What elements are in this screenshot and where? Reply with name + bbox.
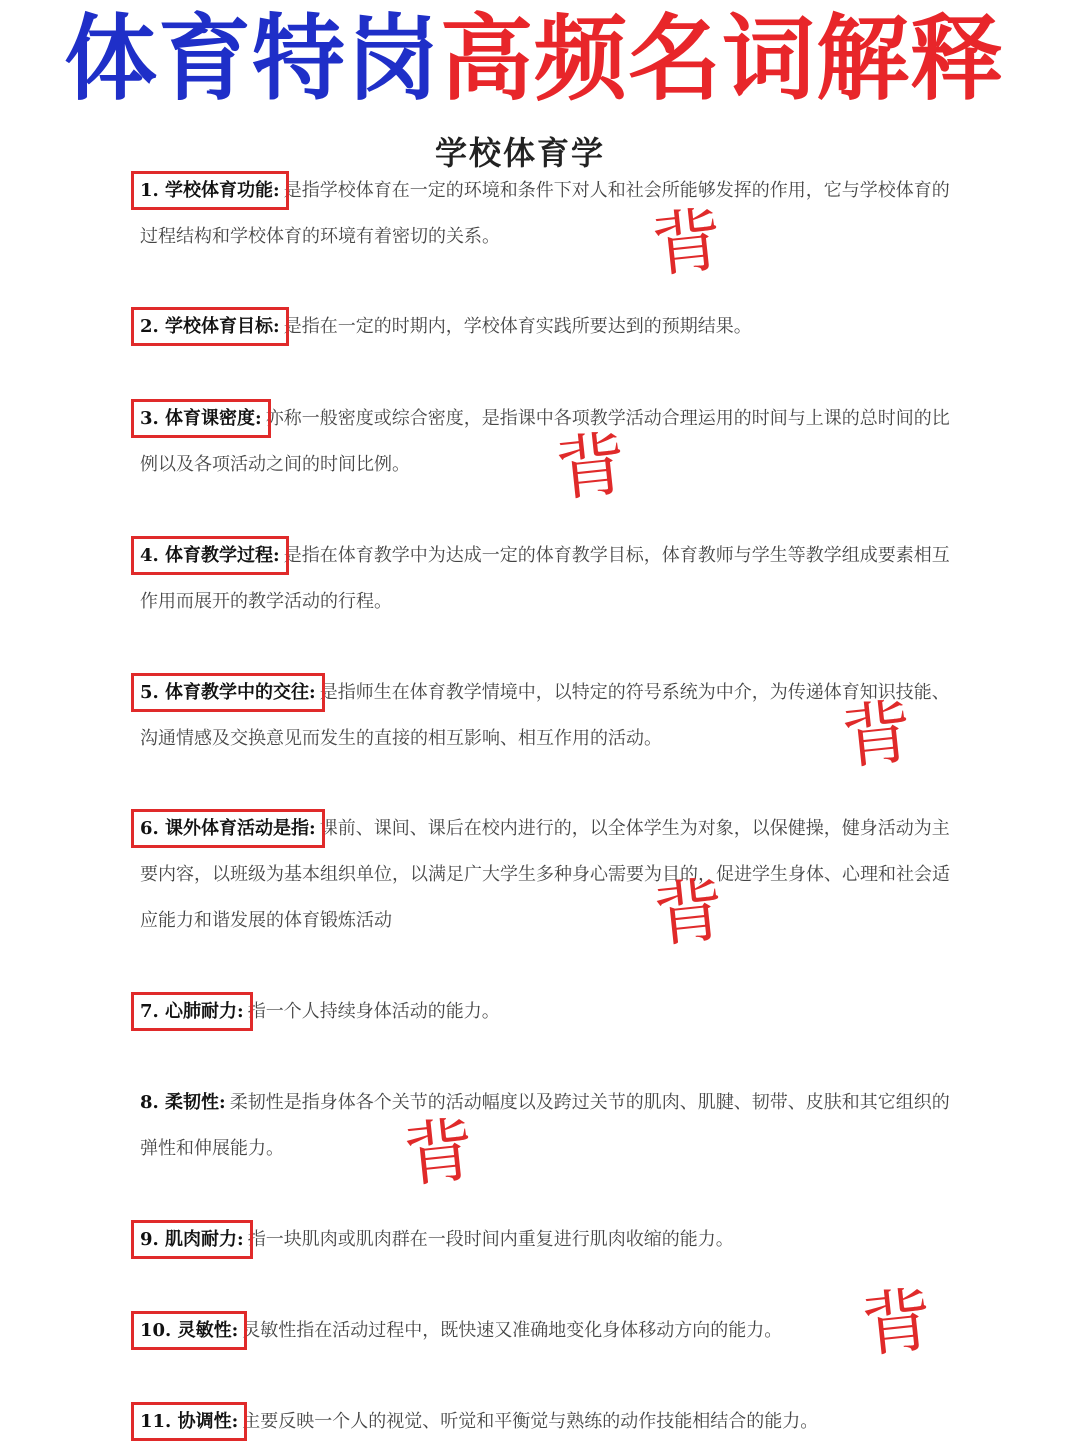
handwritten-mark: 背 — [837, 690, 917, 780]
term-item — [140, 396, 958, 488]
term-definition: 亦称一般密度或综合密度，是指课中各项教学活动合理运用的时间与上课的总时间的比例以及各项活动之间的时间比例。 — [140, 408, 950, 475]
term-item — [140, 304, 958, 350]
section-title: 学校体育学 — [434, 134, 605, 172]
term-heading: 10. 灵敏性: — [140, 1320, 239, 1341]
handwritten-mark: 背 — [647, 198, 727, 288]
term-item — [140, 989, 958, 1035]
handwritten-mark: 背 — [857, 1278, 937, 1368]
term-definition: 是指在体育教学中为达成一定的体育教学目标，体育教师与学生等教学组成要素相互作用而展开的教学活动的行程。 — [140, 545, 950, 612]
term-item — [140, 1217, 958, 1263]
term-heading: 6. 课外体育活动是指: — [140, 818, 316, 839]
term-heading: 9. 肌肉耐力: — [140, 1229, 244, 1250]
handwritten-mark: 背 — [649, 868, 729, 958]
banner-title-part2: 高频名词解释 — [440, 5, 1004, 113]
term-heading: 2. 学校体育目标: — [140, 316, 280, 337]
banner-title-part1: 体育特岗 — [64, 5, 440, 113]
term-definition: 课前、课间、课后在校内进行的，以全体学生为对象，以保健操，健身活动为主要内容，以班级为基本组织单位，以满足广大学生多种身心需要为目的，促进学生身体、心理和社会适应能力和谐发展的体育锻炼活动 — [140, 818, 950, 931]
term-item — [140, 533, 958, 625]
banner-title — [0, 0, 1080, 118]
term-heading: 3. 体育课密度: — [140, 408, 262, 429]
term-definition: 指一个人持续身体活动的能力。 — [247, 1001, 500, 1022]
term-item — [140, 168, 958, 260]
term-item — [140, 670, 958, 762]
term-item — [140, 1308, 958, 1354]
term-definition: 是指师生在体育教学情境中，以特定的符号系统为中介，为传递体育知识技能、沟通情感及交换意见而发生的直接的相互影响、相互作用的活动。 — [140, 682, 950, 749]
term-item — [140, 1399, 958, 1445]
handwritten-mark: 背 — [399, 1108, 479, 1198]
term-heading: 1. 学校体育功能: — [140, 180, 280, 201]
term-definition: 灵敏性指在活动过程中，既快速又准确地变化身体移动方向的能力。 — [242, 1320, 783, 1341]
term-definition: 指一块肌肉或肌肉群在一段时间内重复进行肌肉收缩的能力。 — [247, 1229, 734, 1250]
term-heading: 11. 协调性: — [140, 1411, 239, 1432]
term-item — [140, 1080, 958, 1172]
term-definition: 主要反映一个人的视觉、听觉和平衡觉与熟练的动作技能相结合的能力。 — [242, 1411, 819, 1432]
term-heading: 5. 体育教学中的交往: — [140, 682, 316, 703]
term-definition: 是指在一定的时期内，学校体育实践所要达到的预期结果。 — [283, 316, 752, 337]
handwritten-mark: 背 — [551, 422, 631, 512]
term-heading: 8. 柔韧性: — [140, 1092, 226, 1113]
term-definition: 柔韧性是指身体各个关节的活动幅度以及跨过关节的肌肉、肌腱、韧带、皮肤和其它组织的弹性和伸展能力。 — [140, 1092, 950, 1159]
term-heading: 7. 心肺耐力: — [140, 1001, 244, 1022]
term-item — [140, 806, 958, 944]
term-definition: 是指学校体育在一定的环境和条件下对人和社会所能够发挥的作用，它与学校体育的过程结构和学校体育的环境有着密切的关系。 — [140, 180, 950, 247]
term-heading: 4. 体育教学过程: — [140, 545, 280, 566]
